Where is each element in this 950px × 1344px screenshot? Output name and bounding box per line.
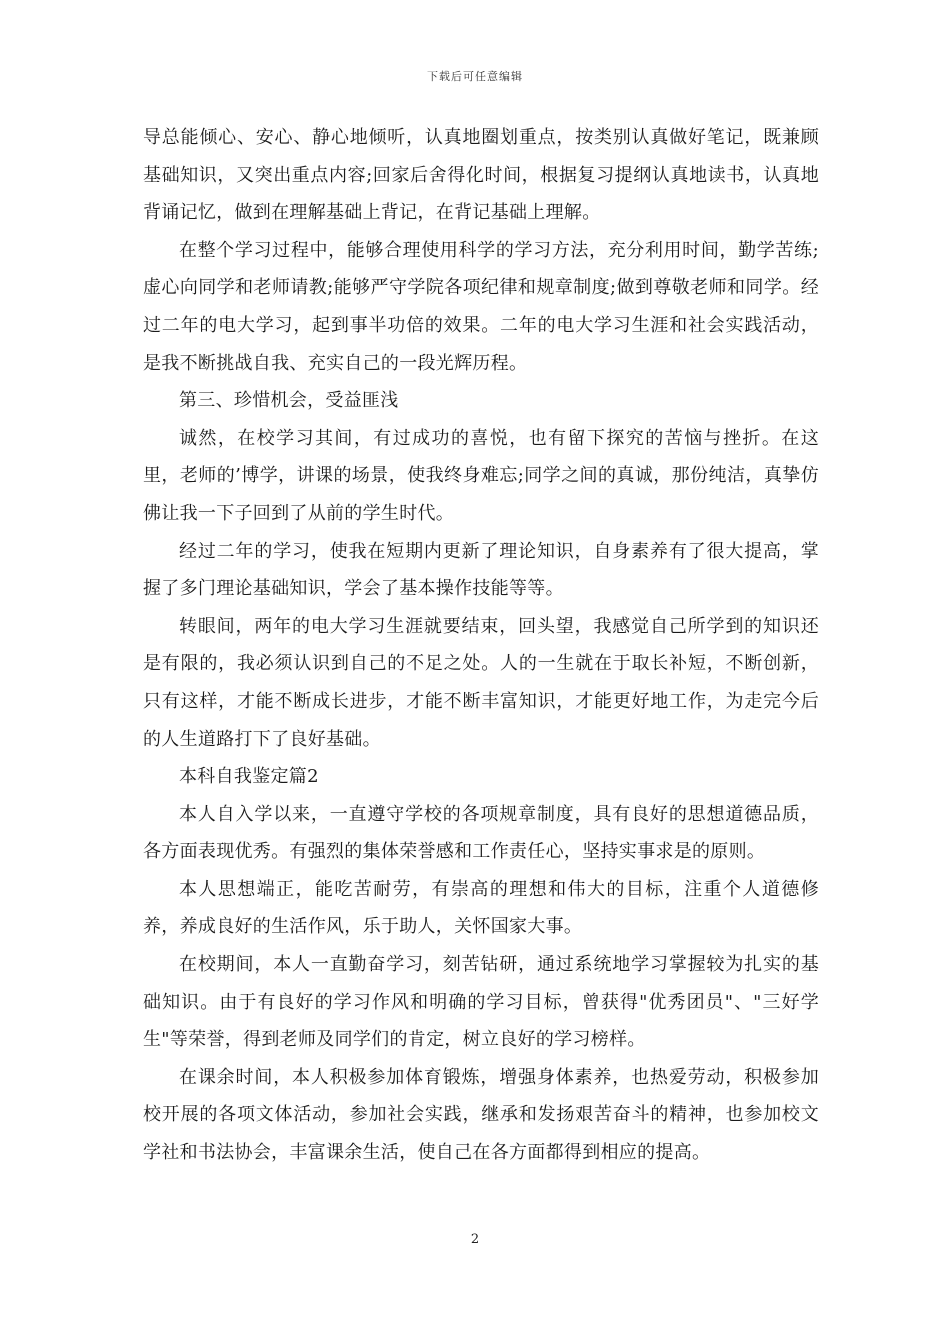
page-number: 2	[470, 1232, 480, 1247]
paragraph: 经过二年的学习，使我在短期内更新了理论知识，自身素养有了很大提高，掌握了多门理论基础知识，学会了基本操作技能等等。	[143, 540, 819, 600]
page-header: 下载后可任意编辑	[427, 70, 523, 83]
paragraph: 本人自入学以来，一直遵守学校的各项规章制度，具有良好的思想道德品质，各方面表现优秀。有强烈的集体荣誉感和工作责任心，坚持实事求是的原则。	[143, 803, 819, 863]
paragraph: 在校期间，本人一直勤奋学习，刻苦钻研，通过系统地学习掌握较为扎实的基础知识。由于有良好的学习作风和明确的学习目标，曾获得"优秀团员"、"三好学生"等荣誉，得到老师及同学们的肯定，树立良好的学习榜样。	[143, 954, 819, 1051]
paragraph: 转眼间，两年的电大学习生涯就要结束，回头望，我感觉自己所学到的知识还是有限的，我必须认识到自己的不足之处。人的一生就在于取长补短，不断创新，只有这样，才能不断成长进步，才能不断丰富知识，才能更好地工作，为走完今后的人生道路打下了良好基础。	[143, 615, 819, 750]
document-body	[143, 119, 819, 1172]
article-title: 本科自我鉴定篇2	[179, 766, 319, 788]
paragraph: 在整个学习过程中，能够合理使用科学的学习方法，充分利用时间，勤学苦练;虚心向同学和老师请教;能够严守学院各项纪律和规章制度;做到尊敬老师和同学。经过二年的电大学习，起到事半功倍的效果。二年的电大学习生涯和社会实践活动，是我不断挑战自我、充实自己的一段光辉历程。	[143, 239, 819, 374]
paragraph-continued: 导总能倾心、安心、静心地倾听，认真地圈划重点，按类别认真做好笔记，既兼顾基础知识，又突出重点内容;回家后舍得化时间，根据复习提纲认真地读书，认真地背诵记忆，做到在理解基础上背记，在背记基础上理解。	[143, 127, 819, 224]
paragraph: 诚然，在校学习其间，有过成功的喜悦，也有留下探究的苦恼与挫折。在这里，老师的’博学，讲课的场景，使我终身难忘;同学之间的真诚，那份纯洁，真挚仿佛让我一下子回到了从前的学生时代。	[143, 427, 819, 524]
paragraph: 在课余时间，本人积极参加体育锻炼，增强身体素养，也热爱劳动，积极参加校开展的各项文体活动，参加社会实践，继承和发扬艰苦奋斗的精神，也参加校文学社和书法协会，丰富课余生活，使自己在各方面都得到相应的提高。	[143, 1066, 819, 1164]
paragraph: 本人思想端正，能吃苦耐劳，有崇高的理想和伟大的目标，注重个人道德修养，养成良好的生活作风，乐于助人，关怀国家大事。	[143, 878, 819, 938]
section-heading: 第三、珍惜机会，受益匪浅	[179, 390, 399, 412]
